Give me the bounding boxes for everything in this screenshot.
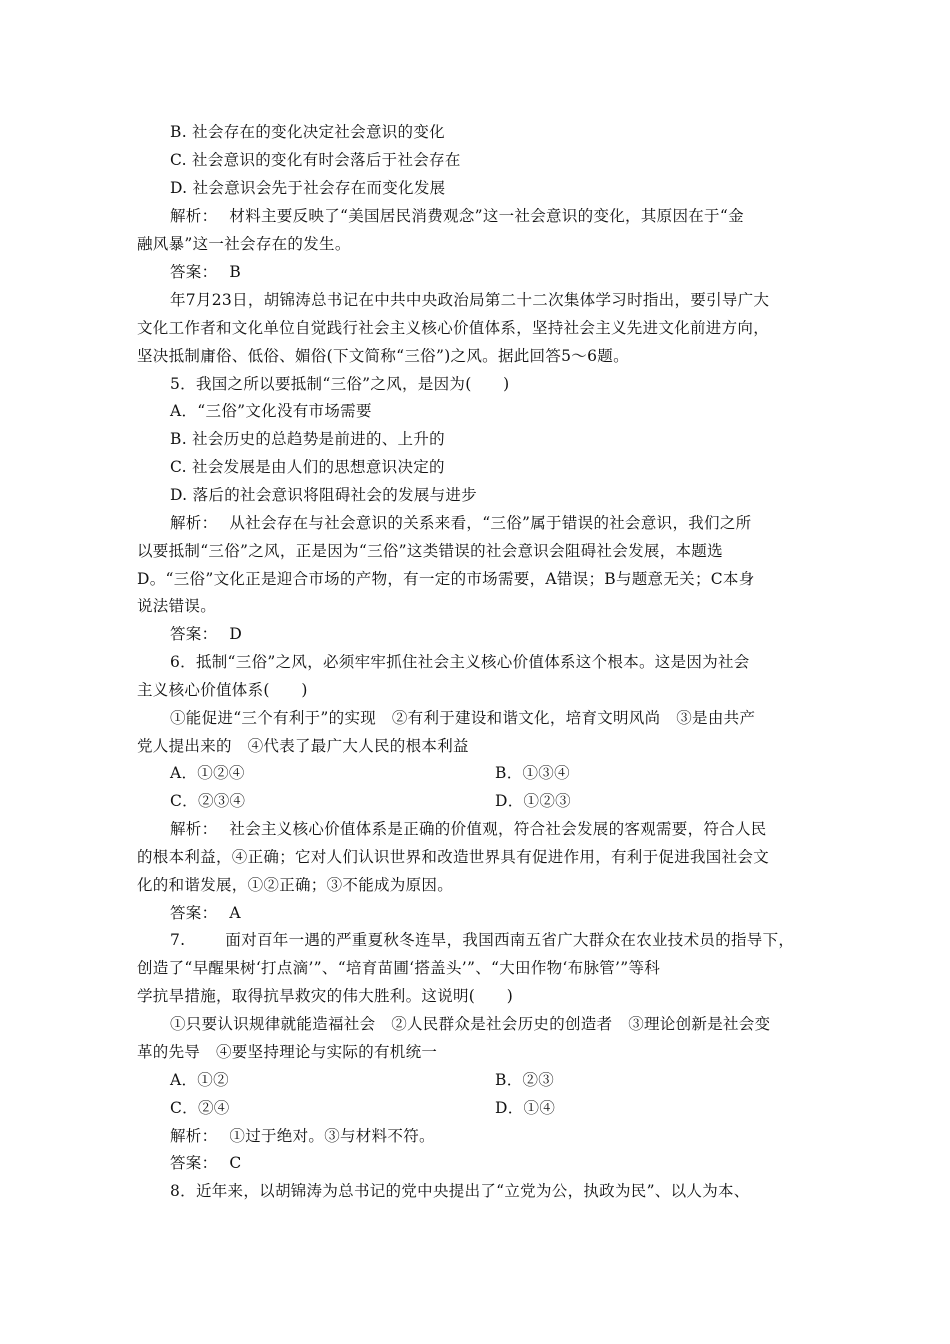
q4-option-d: D. 社会意识会先于社会存在而变化发展 bbox=[170, 179, 446, 197]
q7-answer bbox=[170, 1153, 242, 1173]
question-number: 7. bbox=[170, 931, 186, 949]
analysis-label: 解析： bbox=[170, 820, 218, 838]
q5-analysis bbox=[170, 513, 751, 533]
q6-analysis bbox=[170, 819, 767, 839]
q4-option-b: B. 社会存在的变化决定社会意识的变化 bbox=[170, 123, 445, 141]
q7-option-c: C．②④ bbox=[170, 1099, 230, 1117]
q7-option-b: B．②③ bbox=[495, 1071, 555, 1089]
q7-items-line-2: 革的先导 ④要坚持理论与实际的有机统一 bbox=[137, 1043, 438, 1061]
q5-analysis-line-4: 说法错误。 bbox=[137, 597, 217, 615]
q6-option-c: C．②③④ bbox=[170, 792, 246, 810]
answer-value: B bbox=[229, 263, 242, 281]
intro-line-3: 坚决抵制庸俗、低俗、媚俗(下文简称“三俗”)之风。据此回答5～6题。 bbox=[137, 347, 629, 365]
q5-option-a: A．“三俗”文化没有市场需要 bbox=[170, 402, 372, 420]
analysis-label: 解析： bbox=[170, 514, 218, 532]
q7-analysis bbox=[170, 1126, 435, 1146]
q5-option-d: D. 落后的社会意识将阻碍社会的发展与进步 bbox=[170, 486, 478, 504]
q7-stem-line-1 bbox=[170, 930, 794, 950]
q5-option-b: B. 社会历史的总趋势是前进的、上升的 bbox=[170, 430, 445, 448]
intro-line-2: 文化工作者和文化单位自觉践行社会主义核心价值体系，坚持社会主义先进文化前进方向， bbox=[137, 319, 770, 337]
q5-stem: 5．我国之所以要抵制“三俗”之风，是因为( ) bbox=[170, 375, 510, 393]
q5-analysis-line-2: 以要抵制“三俗”之风，正是因为“三俗”这类错误的社会意识会阻碍社会发展，本题选 bbox=[137, 542, 723, 560]
analysis-text: 材料主要反映了“美国居民消费观念”这一社会意识的变化，其原因在于“金 bbox=[229, 207, 744, 225]
answer-label: 答案： bbox=[170, 904, 218, 922]
q4-analysis-line-2: 融风暴”这一社会存在的发生。 bbox=[137, 235, 351, 253]
q5-analysis-line-3: D。“三俗”文化正是迎合市场的产物，有一定的市场需要，A错误；B与题意无关；C本身 bbox=[137, 570, 755, 588]
analysis-text: 从社会存在与社会意识的关系来看，“三俗”属于错误的社会意识，我们之所 bbox=[229, 514, 752, 532]
q7-stem-line-2: 创造了“早醒果树‘打点滴’”、“培育苗圃‘搭盖头’”、“大田作物‘布脉管’”等科 bbox=[137, 959, 661, 977]
q5-answer bbox=[170, 624, 242, 644]
q4-answer bbox=[170, 262, 241, 282]
q6-stem-line-1: 6．抵制“三俗”之风，必须牢牢抓住社会主义核心价值体系这个根本。这是因为社会 bbox=[170, 653, 750, 671]
answer-value: D bbox=[229, 625, 243, 643]
q7-items-line-1: ①只要认识规律就能造福社会 ②人民群众是社会历史的创造者 ③理论创新是社会变 bbox=[170, 1015, 771, 1033]
q4-option-c: C. 社会意识的变化有时会落后于社会存在 bbox=[170, 151, 461, 169]
q6-items-line-2: 党人提出来的 ④代表了最广大人民的根本利益 bbox=[137, 737, 469, 755]
q4-analysis bbox=[170, 206, 744, 226]
q7-option-a: A．①② bbox=[170, 1071, 229, 1089]
q5-option-c: C. 社会发展是由人们的思想意识决定的 bbox=[170, 458, 445, 476]
analysis-text: 社会主义核心价值体系是正确的价值观，符合社会发展的客观需要，符合人民 bbox=[229, 820, 767, 838]
q6-answer bbox=[170, 903, 241, 923]
q7-option-d: D．①④ bbox=[495, 1099, 556, 1117]
intro-line-1: 年7月23日，胡锦涛总书记在中共中央政治局第二十二次集体学习时指出，要引导广大 bbox=[170, 291, 770, 309]
q6-option-b: B．①③④ bbox=[495, 764, 570, 782]
q6-stem-line-2: 主义核心价值体系( ) bbox=[137, 681, 308, 699]
q6-option-a: A．①②④ bbox=[170, 764, 245, 782]
answer-value: A bbox=[229, 904, 241, 922]
answer-label: 答案： bbox=[170, 263, 218, 281]
q7-stem-line-3: 学抗旱措施，取得抗旱救灾的伟大胜利。这说明( ) bbox=[137, 987, 514, 1005]
answer-value: C bbox=[229, 1154, 242, 1172]
analysis-label: 解析： bbox=[170, 207, 218, 225]
q8-stem-line-1: 8．近年来，以胡锦涛为总书记的党中央提出了“立党为公，执政为民”、以人为本、 bbox=[170, 1182, 750, 1200]
analysis-text: ①过于绝对。③与材料不符。 bbox=[229, 1127, 435, 1145]
analysis-label: 解析： bbox=[170, 1127, 218, 1145]
answer-label: 答案： bbox=[170, 1154, 218, 1172]
q6-option-d: D．①②③ bbox=[495, 792, 571, 810]
q6-analysis-line-2: 的根本利益，④正确；它对人们认识世界和改造世界具有促进作用，有利于促进我国社会文 bbox=[137, 848, 770, 866]
answer-label: 答案： bbox=[170, 625, 218, 643]
q6-analysis-line-3: 化的和谐发展，①②正确；③不能成为原因。 bbox=[137, 876, 454, 894]
q6-items-line-1: ①能促进“三个有利于”的实现 ②有利于建设和谐文化，培育文明风尚 ③是由共产 bbox=[170, 709, 756, 727]
question-text: 面对百年一遇的严重夏秋冬连旱，我国西南五省广大群众在农业技术员的指导下， bbox=[225, 931, 795, 949]
